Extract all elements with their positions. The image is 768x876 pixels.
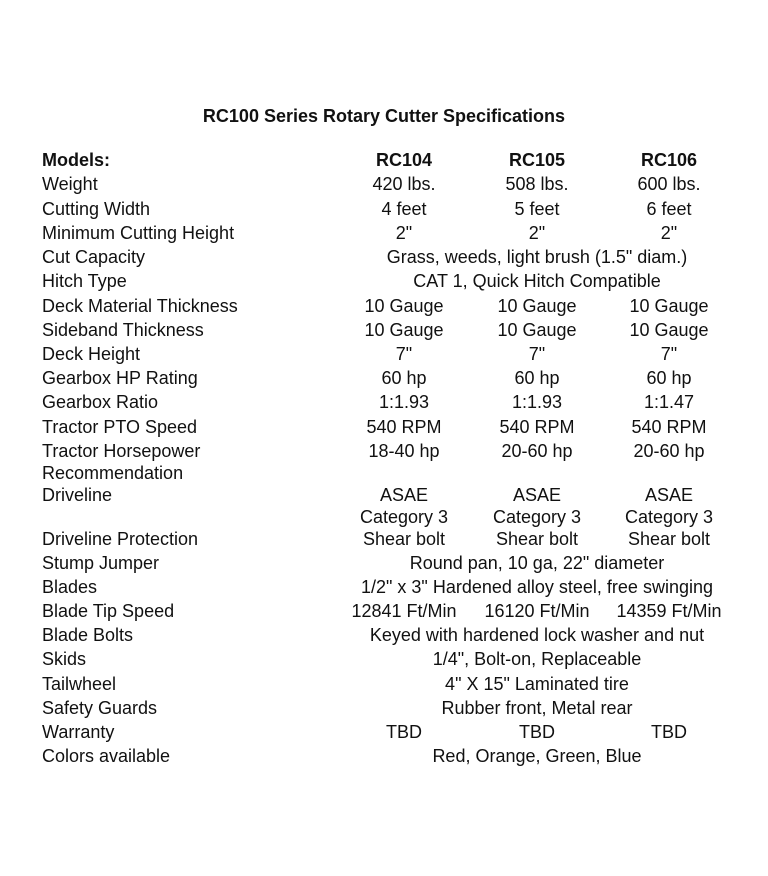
spec-value: 1:1.47	[643, 392, 695, 412]
spec-value: 16120 Ft/Min	[484, 601, 590, 621]
spec-value: 20-60 hp	[501, 441, 573, 461]
spec-value: TBD	[386, 722, 422, 742]
spec-value: Shear bolt	[495, 529, 579, 549]
spec-value: 10 Gauge	[629, 320, 709, 340]
spec-label: Sideband Thickness	[42, 320, 204, 340]
spec-value-all-models: 1/4", Bolt-on, Replaceable	[432, 649, 642, 669]
spec-label: Weight	[42, 174, 98, 194]
spec-value: Category 3	[492, 507, 582, 527]
spec-label: Hitch Type	[42, 271, 127, 291]
spec-label: Blades	[42, 577, 98, 597]
spec-label: Driveline Protection	[42, 529, 199, 549]
spec-value: 600 lbs.	[637, 174, 701, 194]
spec-value-all-models: Keyed with hardened lock washer and nut	[369, 625, 705, 645]
spec-value: 10 Gauge	[497, 320, 577, 340]
spec-value: 10 Gauge	[629, 296, 709, 316]
spec-value: 2"	[395, 223, 413, 243]
spec-value: TBD	[519, 722, 555, 742]
spec-value: 6 feet	[646, 199, 692, 219]
spec-value: 7"	[528, 344, 546, 364]
models-header-label: Models:	[42, 150, 111, 170]
spec-label: Tractor PTO Speed	[42, 417, 198, 437]
spec-value: 2"	[660, 223, 678, 243]
spec-value: 5 feet	[514, 199, 560, 219]
spec-value-all-models: Round pan, 10 ga, 22" diameter	[409, 553, 665, 573]
spec-value: 10 Gauge	[364, 320, 444, 340]
spec-value: 4 feet	[381, 199, 427, 219]
spec-value-all-models: Red, Orange, Green, Blue	[432, 746, 642, 766]
spec-value: 508 lbs.	[505, 174, 569, 194]
spec-value: 60 hp	[514, 368, 560, 388]
spec-label: Cut Capacity	[42, 247, 146, 267]
spec-value: 12841 Ft/Min	[351, 601, 457, 621]
spec-value: 1:1.93	[511, 392, 563, 412]
spec-value-all-models: 4" X 15" Laminated tire	[445, 674, 629, 694]
spec-value: 540 RPM	[499, 417, 575, 437]
spec-value: 60 hp	[381, 368, 427, 388]
spec-value: 18-40 hp	[368, 441, 440, 461]
spec-value: 60 hp	[646, 368, 692, 388]
spec-label: Skids	[42, 649, 87, 669]
spec-value: 14359 Ft/Min	[616, 601, 722, 621]
spec-label: Gearbox Ratio	[42, 392, 159, 412]
spec-value-all-models: 1/2" x 3" Hardened alloy steel, free swinging	[361, 577, 713, 597]
spec-label: Cutting Width	[42, 199, 151, 219]
model-name: RC105	[508, 150, 566, 170]
spec-value: 7"	[395, 344, 413, 364]
spec-value: Shear bolt	[362, 529, 446, 549]
model-name: RC104	[375, 150, 433, 170]
spec-label: Warranty	[42, 722, 115, 742]
spec-label: Blade Bolts	[42, 625, 134, 645]
spec-value: 1:1.93	[378, 392, 430, 412]
spec-label: Colors available	[42, 746, 171, 766]
spec-value: 2"	[528, 223, 546, 243]
model-name: RC106	[640, 150, 698, 170]
spec-label: Tailwheel	[42, 674, 117, 694]
spec-value: 7"	[660, 344, 678, 364]
spec-value: Category 3	[624, 507, 714, 527]
spec-value: 10 Gauge	[364, 296, 444, 316]
spec-value: ASAE	[644, 485, 694, 505]
spec-label: Tractor Horsepower	[42, 441, 201, 461]
spec-label: Gearbox HP Rating	[42, 368, 198, 388]
spec-label: Minimum Cutting Height	[42, 223, 235, 243]
spec-value: Shear bolt	[627, 529, 711, 549]
spec-value: 420 lbs.	[372, 174, 436, 194]
spec-value-all-models: Grass, weeds, light brush (1.5" diam.)	[386, 247, 688, 267]
spec-value-all-models: CAT 1, Quick Hitch Compatible	[413, 271, 661, 291]
document-title: RC100 Series Rotary Cutter Specifications	[202, 106, 566, 126]
spec-value: ASAE	[379, 485, 429, 505]
spec-label: Deck Material Thickness	[42, 296, 238, 316]
spec-value: 540 RPM	[631, 417, 707, 437]
spec-value-all-models: Rubber front, Metal rear	[441, 698, 633, 718]
spec-value: 540 RPM	[366, 417, 442, 437]
spec-label: Recommendation	[42, 463, 184, 483]
spec-value: 20-60 hp	[633, 441, 705, 461]
spec-label: Driveline	[42, 485, 113, 505]
spec-label: Stump Jumper	[42, 553, 160, 573]
spec-label: Blade Tip Speed	[42, 601, 175, 621]
spec-value: 10 Gauge	[497, 296, 577, 316]
spec-value: ASAE	[512, 485, 562, 505]
spec-label: Deck Height	[42, 344, 141, 364]
spec-value: Category 3	[359, 507, 449, 527]
spec-value: TBD	[651, 722, 687, 742]
spec-label: Safety Guards	[42, 698, 158, 718]
